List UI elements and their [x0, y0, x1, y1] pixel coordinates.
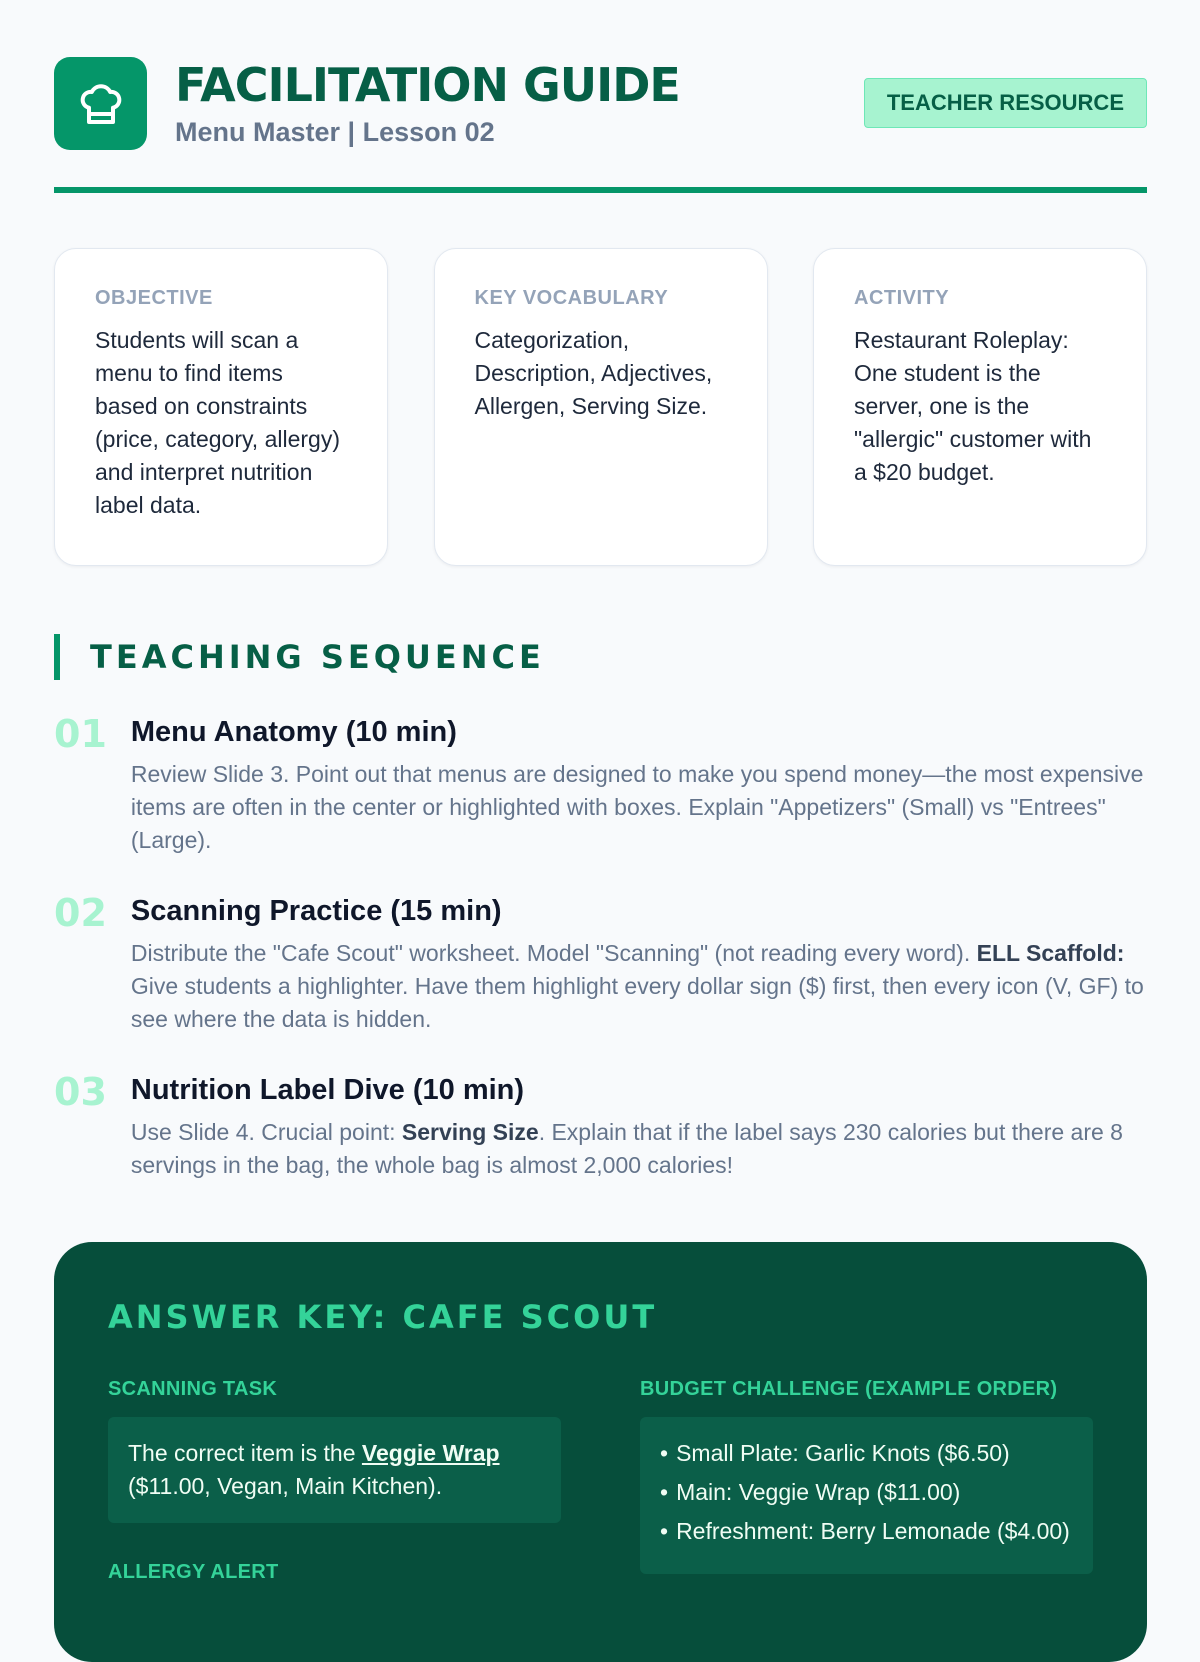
- list-item: • Main: Veggie Wrap ($11.00): [660, 1476, 1073, 1508]
- allergy-alert-label: ALLERGY ALERT: [108, 1561, 279, 1583]
- title-block: [175, 57, 680, 148]
- scanning-task-label: SCANNING TASK: [108, 1378, 278, 1400]
- step-item: [54, 1070, 1147, 1182]
- card-label: OBJECTIVE: [95, 287, 213, 309]
- chef-hat-icon: [54, 57, 147, 150]
- step-title: Menu Anatomy (10 min): [130, 716, 457, 748]
- step-text: Review Slide 3. Point out that menus are designed to make you spend money—the most expensive items are often in the center or highlighted with boxes. Explain "Appetizers" (Small) vs "Entrees" (Large).: [130, 761, 1144, 853]
- step-number: 01: [54, 712, 107, 756]
- card-body: Categorization, Description, Adjectives, Allergen, Serving Size.: [474, 327, 713, 419]
- teaching-sequence-heading: [54, 634, 1147, 680]
- step-text-part: . Explain that if the label says 230 calories but there are 8 servings in the bag, the whole bag is almost 2,000 calories!: [130, 1119, 1123, 1178]
- answer-key-panel: [54, 1242, 1147, 1662]
- step-text-part: Use Slide 4. Crucial point:: [130, 1119, 402, 1145]
- step-text: [131, 1116, 1147, 1182]
- objective-card: [54, 248, 388, 566]
- step-text-emphasis: Serving Size: [401, 1119, 539, 1145]
- activity-card: [813, 248, 1147, 566]
- budget-challenge-label: BUDGET CHALLENGE (EXAMPLE ORDER): [640, 1378, 1058, 1400]
- scanning-task-answer: [108, 1417, 561, 1523]
- answer-text-part: The correct item is the: [128, 1440, 362, 1466]
- step-number: 03: [54, 1070, 107, 1114]
- card-label: KEY VOCABULARY: [474, 287, 669, 309]
- step-item: [54, 712, 1147, 857]
- budget-challenge-answer: [640, 1417, 1093, 1574]
- list-item: • Small Plate: Garlic Knots ($6.50): [660, 1437, 1073, 1469]
- card-body: Restaurant Roleplay: One student is the server, one is the "allergic" customer with a $20 budget.: [854, 327, 1092, 485]
- page-title: FACILITATION GUIDE: [175, 58, 680, 112]
- answer-key-columns: [108, 1378, 1093, 1584]
- step-content: [131, 712, 1147, 857]
- answer-text-part: ($11.00, Vegan, Main Kitchen).: [128, 1473, 443, 1499]
- answer-left-column: [108, 1378, 561, 1584]
- header-divider: [54, 187, 1147, 193]
- teacher-resource-badge: TEACHER RESOURCE: [864, 78, 1147, 128]
- answer-key-title: ANSWER KEY: CAFE SCOUT: [108, 1298, 658, 1336]
- section-title: TEACHING SEQUENCE: [90, 638, 545, 676]
- card-label: ACTIVITY: [854, 287, 950, 309]
- step-title: Nutrition Label Dive (10 min): [130, 1074, 525, 1106]
- step-text: [131, 937, 1147, 1036]
- step-title: Scanning Practice (15 min): [130, 895, 502, 927]
- list-item: • Refreshment: Berry Lemonade ($4.00): [660, 1515, 1073, 1547]
- facilitation-guide-page: [54, 57, 1147, 1662]
- step-text-part: Give students a highlighter. Have them highlight every dollar sign ($) first, then every icon (V, GF) to see where the data is hidden.: [130, 973, 1144, 1032]
- header: [54, 57, 1147, 187]
- section-accent-bar: [54, 634, 60, 680]
- summary-cards: [54, 248, 1147, 566]
- step-text-emphasis: ELL Scaffold:: [976, 940, 1125, 966]
- step-content: [131, 1070, 1147, 1182]
- step-number: 02: [54, 891, 107, 935]
- budget-order-list: [660, 1437, 1073, 1547]
- step-text-part: Distribute the "Cafe Scout" worksheet. Model "Scanning" (not reading every word).: [130, 940, 977, 966]
- answer-item: Veggie Wrap: [361, 1440, 500, 1466]
- teaching-steps: [54, 712, 1147, 1182]
- step-content: [131, 891, 1147, 1036]
- answer-right-column: [640, 1378, 1093, 1584]
- step-item: [54, 891, 1147, 1036]
- vocabulary-card: [434, 248, 768, 566]
- page-subtitle: Menu Master | Lesson 02: [175, 117, 495, 147]
- card-body: Students will scan a menu to find items based on constraints (price, category, allergy) and interpret nutrition label data.: [95, 327, 340, 518]
